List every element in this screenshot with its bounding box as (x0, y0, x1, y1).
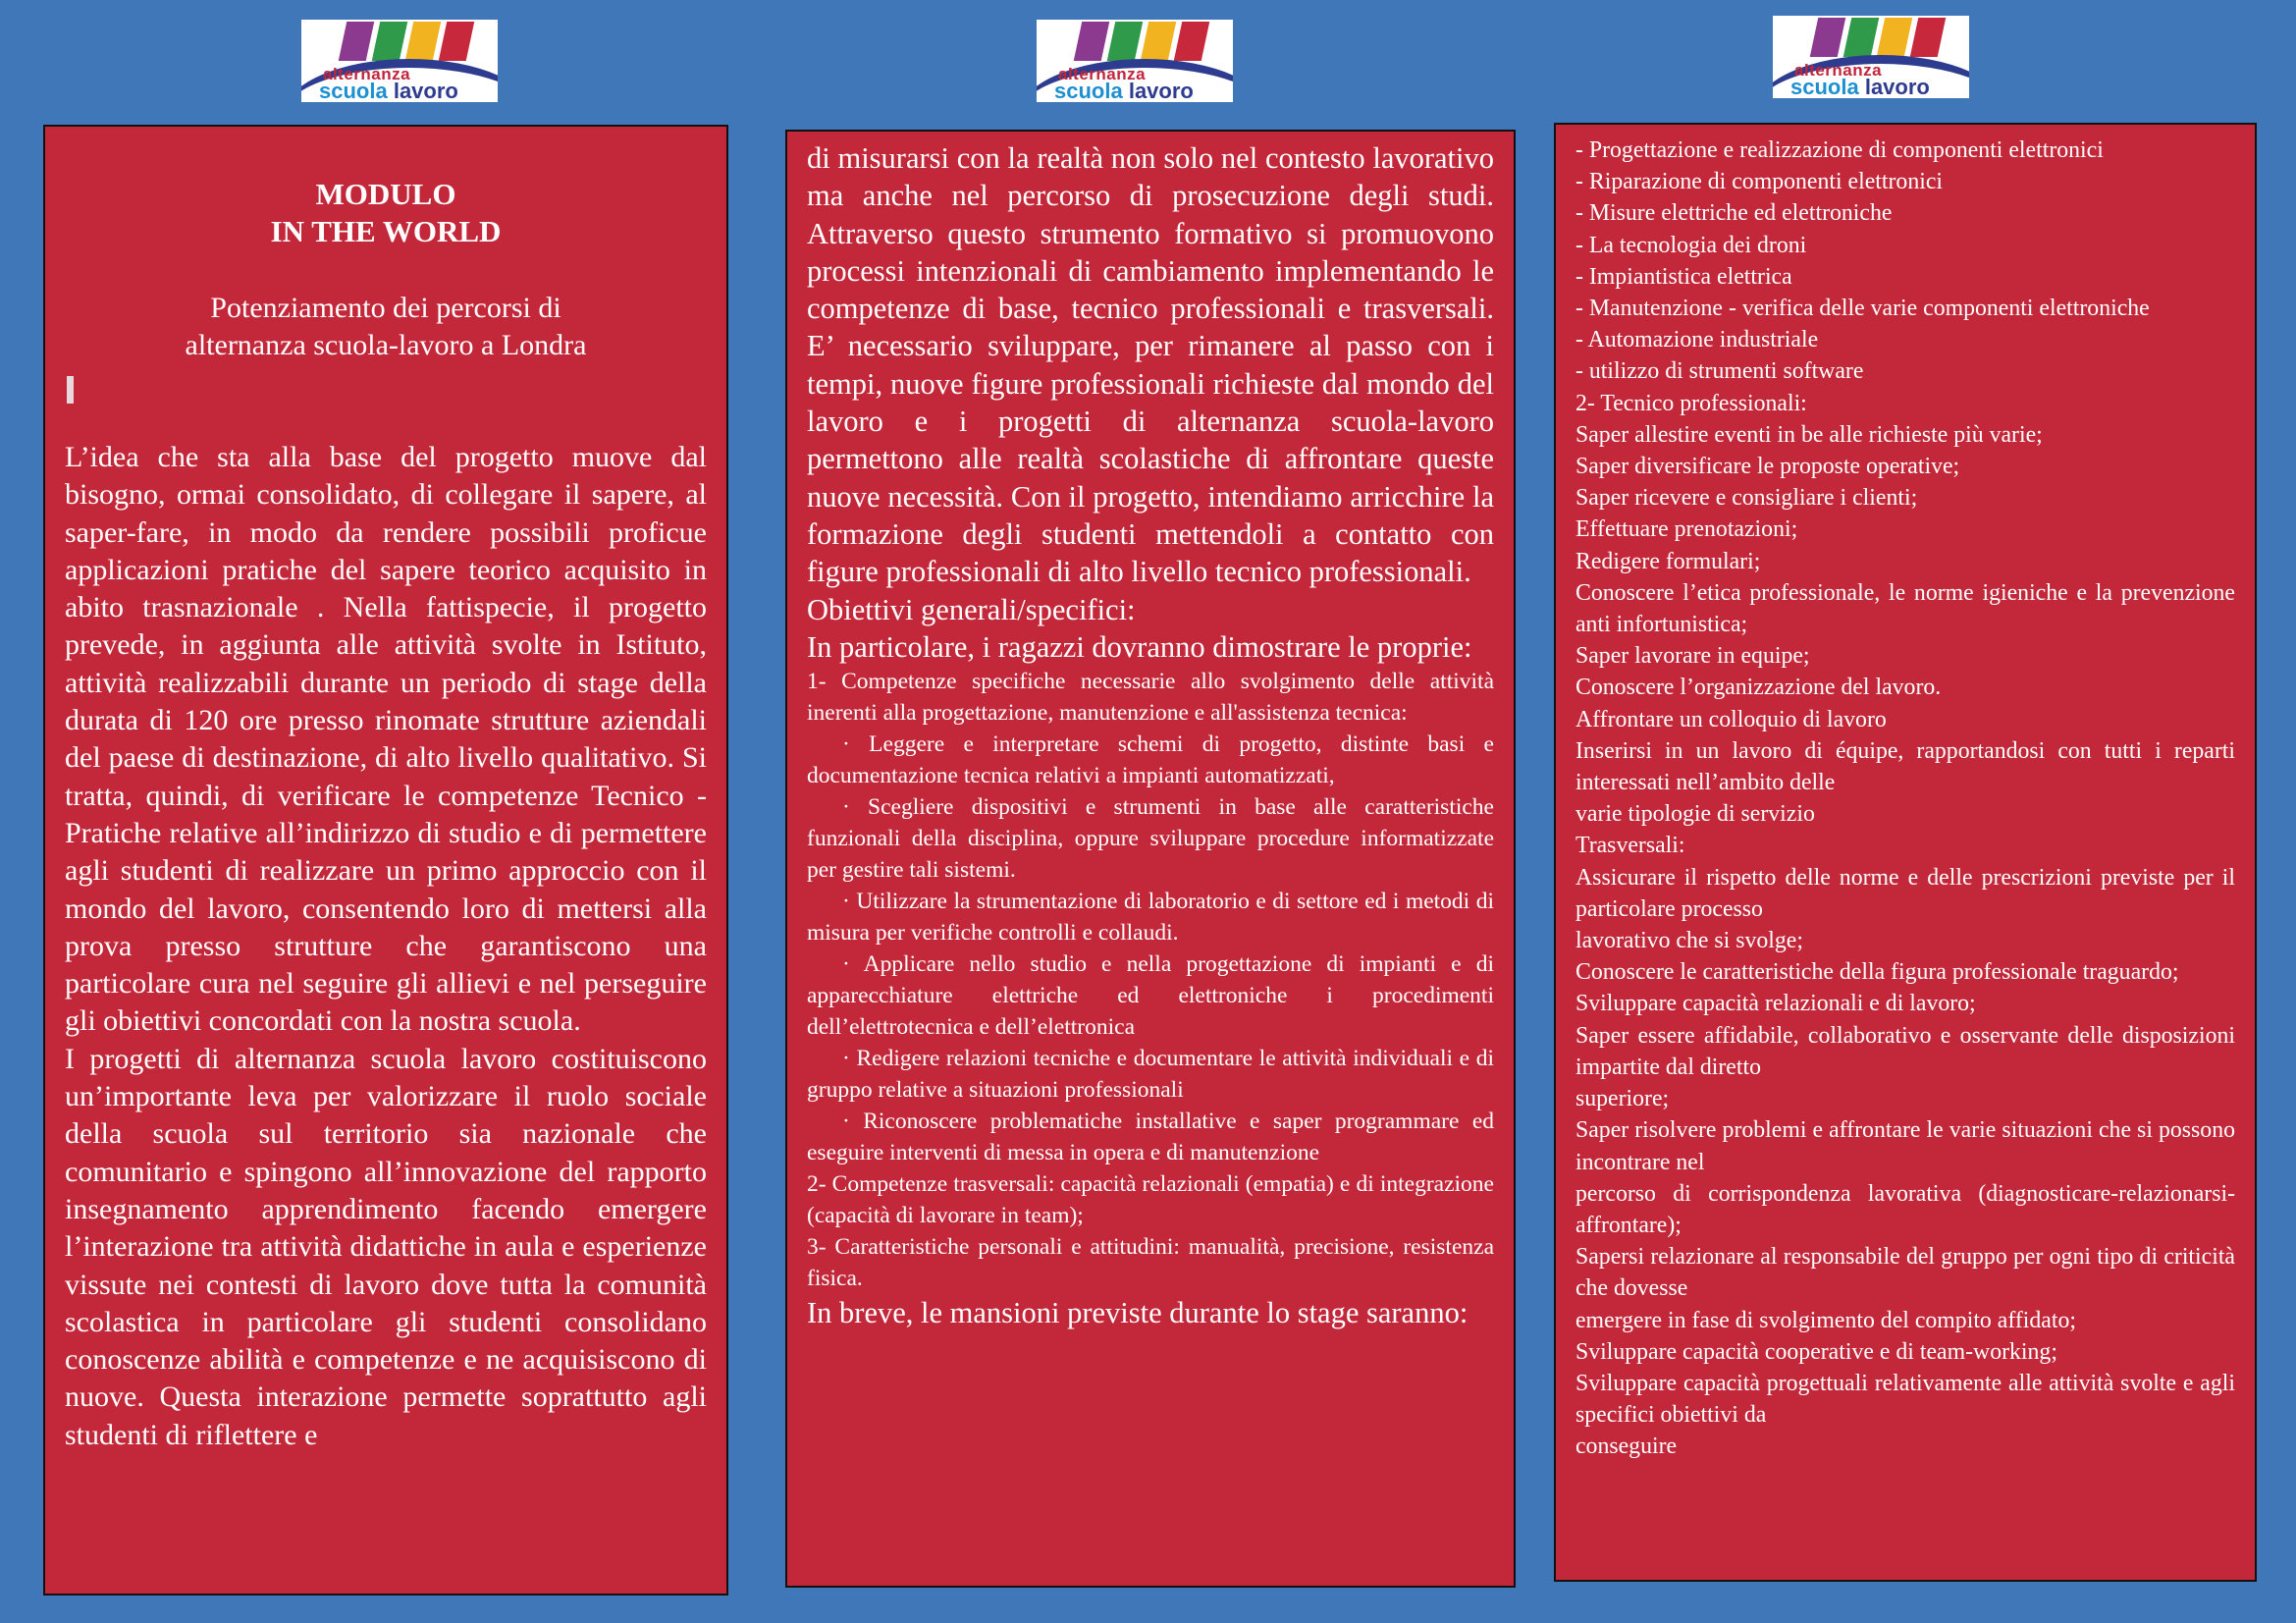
list-item: varie tipologie di servizio (1575, 801, 1815, 828)
list-item: Saper risolvere problemi e affrontare le varie situazioni che si possono incontrare nel (1575, 1117, 2235, 1175)
objective-item-3: 3- Caratteristiche personali e attitudini: manualità, precisione, resistenza fisica. (807, 1234, 1494, 1292)
list-item: emergere in fase di svolgimento del compito affidato; (1575, 1307, 2076, 1333)
middle-panel (785, 130, 1516, 1588)
objective-item-1: 1- Competenze specifiche necessarie allo svolgimento delle attività inerenti alla progettazione, manutenzione e all'assistenza tecnica: (807, 669, 1494, 727)
list-item: Saper ricevere e consigliare i clienti; (1575, 485, 1918, 512)
list-item: - utilizzo di strumenti software (1575, 358, 1864, 385)
list-item: - Impiantistica elettrica (1575, 263, 1792, 290)
logo-stripes-icon (1068, 22, 1225, 61)
logo-stripes-icon (1804, 18, 1961, 57)
module-subtitle (65, 290, 707, 364)
text-cursor-icon (67, 376, 74, 404)
list-item: Affrontare un colloquio di lavoro (1575, 706, 1887, 732)
section-label: Trasversali: (1575, 833, 1685, 859)
list-item: conseguire (1575, 1434, 1678, 1460)
alternanza-logo-1 (301, 20, 498, 102)
list-item: Sviluppare capacità progettuali relativamente alle attività svolte e agli specifici obiettivi da (1575, 1370, 2235, 1429)
list-item: Assicurare il rispetto delle norme e delle prescrizioni previste per il particolare processo (1575, 864, 2235, 922)
objective-bullet-6: · Riconoscere problematiche installative e saper programmare ed eseguire interventi di messa in opera e di manutenzione (807, 1109, 1494, 1166)
module-title (65, 176, 707, 250)
logo-text-alternanza: alternanza (1794, 61, 1883, 80)
list-item: superiore; (1575, 1086, 1670, 1112)
objectives-heading: Obiettivi generali/specifici: (807, 592, 1136, 626)
subtitle-line-2: alternanza scuola-lavoro a Londra (185, 329, 587, 361)
list-item: - La tecnologia dei droni (1575, 232, 1807, 258)
list-item: Saper lavorare in equipe; (1575, 643, 1810, 670)
title-line-2: IN THE WORLD (270, 214, 502, 248)
logo-stripes-icon (333, 22, 490, 61)
objectives-intro: In particolare, i ragazzi dovranno dimostrare le proprie: (807, 629, 1472, 664)
list-item: - Progettazione e realizzazione di componenti elettronici (1575, 137, 2104, 163)
section-label: 2- Tecnico professionali: (1575, 390, 1807, 416)
list-item: Sapersi relazionare al responsabile del gruppo per ogni tipo di criticità che dovesse (1575, 1244, 2235, 1302)
objective-bullet-1: · Leggere e interpretare schemi di progetto, distinte basi e documentazione tecnica relativi a impianti automatizzati, (807, 731, 1494, 789)
list-item: - Riparazione di componenti elettronici (1575, 169, 1944, 195)
logo-text-alternanza: alternanza (1058, 65, 1147, 83)
list-item: Effettuare prenotazioni; (1575, 516, 1798, 543)
objective-bullet-4: · Applicare nello studio e nella progettazione di impianti e di apparecchiature elettriche ed elettroniche i procedimenti dell’elettrotecnica e dell’elettronica (807, 951, 1494, 1041)
list-item: Redigere formulari; (1575, 548, 1761, 574)
objective-bullet-2: · Scegliere dispositivi e strumenti in base alle caratteristiche funzionali della disciplina, oppure sviluppare procedure informatizzate per gestire tali sistemi. (807, 794, 1494, 884)
list-item: - Misure elettriche ed elettroniche (1575, 200, 1893, 227)
list-item: - Manutenzione - verifica delle varie componenti elettroniche (1575, 296, 2150, 322)
right-panel (1554, 123, 2257, 1582)
alternanza-logo-3 (1773, 16, 1969, 98)
list-item: - Automazione industriale (1575, 327, 1819, 353)
tasks-intro: In breve, le mansioni previste durante lo stage saranno: (807, 1296, 1468, 1330)
continuation-paragraph: di misurarsi con la realtà non solo nel contesto lavorativo ma anche nel percorso di prosecuzione degli studi. Attraverso questo strumento formativo si promuovono processi intenzionali di cambiamento implementando le competenze di base, tecnico professionali e trasversali. E’ necessario sviluppare, per rimanere al passo con i tempi, nuove figure professionali richieste dal mondo del lavoro e i progetti di alternanza scuola-lavoro permettono alle realtà scolastiche di affrontare queste nuove necessità. Con il progetto, intendiamo arricchire la formazione degli studenti mettendoli a contatto con figure professionali di alto livello tecnico professionali. (807, 141, 1494, 589)
list-item: Inserirsi in un lavoro di équipe, rapportandosi con tutti i reparti interessati nell’ambito delle (1575, 737, 2235, 796)
list-item: Conoscere l’etica professionale, le norme igieniche e la prevenzione anti infortunistica; (1575, 579, 2235, 638)
objective-bullet-5: · Redigere relazioni tecniche e documentare le attività individuali e di gruppo relative a situazioni professionali (807, 1046, 1494, 1104)
list-item: percorso di corrispondenza lavorativa (diagnosticare-relazionarsi-affrontare); (1575, 1180, 2235, 1238)
logo-text-scuola-lavoro: scuola lavoro (1054, 79, 1194, 102)
list-item: lavorativo che si svolge; (1575, 928, 1803, 954)
logo-text-scuola-lavoro: scuola lavoro (319, 79, 458, 102)
projects-paragraph: I progetti di alternanza scuola lavoro costituiscono un’importante leva per valorizzare il ruolo sociale della scuola sul territorio sia nazionale che comunitario e spingono all’innovazione del rapporto insegnamento apprendimento facendo emergere l’interazione tra attività didattiche in aula e esperienze vissute nei contesti di lavoro dove tutta la comunità scolastica in particolare gli studenti consolidano conoscenze abilità e competenze e ne acquisiscono di nuove. Questa interazione permette soprattutto agli studenti di riflettere e (65, 1042, 707, 1451)
list-item: Sviluppare capacità cooperative e di team-working; (1575, 1338, 2057, 1365)
intro-paragraph: L’idea che sta alla base del progetto muove dal bisogno, ormai consolidato, di collegare il sapere, al saper-fare, in modo da rendere possibili proficue applicazioni pratiche del sapere teorico acquisito in abito trasnazionale . Nella fattispecie, il progetto prevede, in aggiunta alle attività svolte in Istituto, attività realizzabili durante un periodo di stage della durata di 120 ore presso rinomate strutture aziendali del paese di destinazione, di alto livello qualitativo. Si tratta, quindi, di verificare le competenze Tecnico - Pratiche relative all’indirizzo di studio e di permettere agli studenti di realizzare un primo approccio con il mondo del lavoro, consentendo loro di mettersi alla prova presso strutture che garantiscono una particolare cura nel seguire gli allievi e nel perseguire gli obiettivi concordati con la nostra scuola. (65, 441, 707, 1038)
objective-bullet-3: · Utilizzare la strumentazione di laboratorio e di settore ed i metodi di misura per verifiche controlli e collaudi. (807, 889, 1494, 947)
title-line-1: MODULO (315, 177, 456, 211)
logo-text-alternanza: alternanza (323, 65, 411, 83)
list-item: Sviluppare capacità relazionali e di lavoro; (1575, 991, 1976, 1017)
list-item: Saper essere affidabile, collaborativo e osservante delle disposizioni impartite dal diretto (1575, 1022, 2235, 1080)
list-item: Conoscere l’organizzazione del lavoro. (1575, 675, 1942, 701)
alternanza-logo-2 (1037, 20, 1233, 102)
list-item: Saper diversificare le proposte operative; (1575, 454, 1960, 480)
objective-item-2: 2- Competenze trasversali: capacità relazionali (empatia) e di integrazione (capacità di lavorare in team); (807, 1171, 1494, 1229)
left-panel (43, 125, 728, 1596)
list-item: Saper allestire eventi in be alle richieste più varie; (1575, 421, 2043, 448)
logo-text-scuola-lavoro: scuola lavoro (1790, 75, 1930, 98)
list-item: Conoscere le caratteristiche della figura professionale traguardo; (1575, 959, 2179, 986)
subtitle-line-1: Potenziamento dei percorsi di (210, 292, 561, 324)
